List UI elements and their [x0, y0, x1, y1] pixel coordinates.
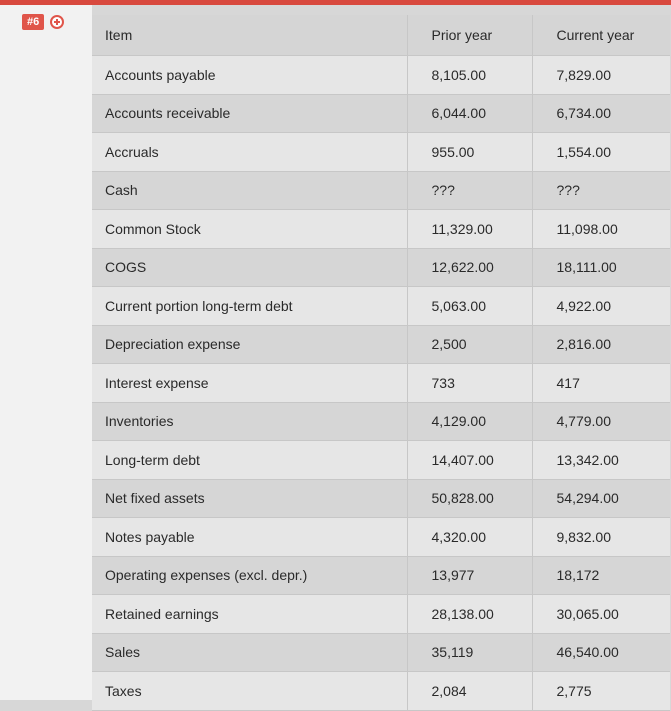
- table-row: [92, 210, 670, 249]
- cell-prior-year: 5,063.00: [407, 287, 532, 326]
- cell-current-year: 2,775: [532, 672, 670, 711]
- question-number-badge: #6: [22, 14, 44, 30]
- column-header-prior-year: Prior year: [407, 15, 532, 56]
- question-sidebar: [0, 5, 92, 700]
- cell-prior-year: 8,105.00: [407, 56, 532, 95]
- cell-current-year: 4,779.00: [532, 402, 670, 441]
- cell-item: Cash: [92, 171, 407, 210]
- cell-current-year: 4,922.00: [532, 287, 670, 326]
- table-header-row: [92, 15, 670, 56]
- cell-current-year: 13,342.00: [532, 441, 670, 480]
- cell-current-year: 6,734.00: [532, 94, 670, 133]
- cell-item: Retained earnings: [92, 595, 407, 634]
- table-row: [92, 325, 670, 364]
- table-row: [92, 133, 670, 172]
- table-row: [92, 672, 670, 711]
- cell-prior-year: 13,977: [407, 556, 532, 595]
- cell-prior-year: 12,622.00: [407, 248, 532, 287]
- table-row: [92, 287, 670, 326]
- cell-current-year: 2,816.00: [532, 325, 670, 364]
- cell-item: Notes payable: [92, 518, 407, 557]
- cell-prior-year: 2,500: [407, 325, 532, 364]
- cell-current-year: 1,554.00: [532, 133, 670, 172]
- table-row: [92, 556, 670, 595]
- cell-prior-year: 35,119: [407, 633, 532, 672]
- cell-prior-year: 50,828.00: [407, 479, 532, 518]
- cell-prior-year: 14,407.00: [407, 441, 532, 480]
- cell-prior-year: 733: [407, 364, 532, 403]
- cell-prior-year: 11,329.00: [407, 210, 532, 249]
- balance-data-table: [92, 15, 670, 711]
- cell-current-year: 30,065.00: [532, 595, 670, 634]
- cell-current-year: 417: [532, 364, 670, 403]
- table-row: [92, 479, 670, 518]
- table-row: [92, 402, 670, 441]
- question-header: [22, 13, 64, 31]
- cell-item: Operating expenses (excl. depr.): [92, 556, 407, 595]
- cell-item: Accounts payable: [92, 56, 407, 95]
- balance-data-table-wrapper: [92, 15, 670, 711]
- cell-item: COGS: [92, 248, 407, 287]
- cell-current-year: 11,098.00: [532, 210, 670, 249]
- table-row: [92, 56, 670, 95]
- cell-item: Current portion long-term debt: [92, 287, 407, 326]
- table-row: [92, 595, 670, 634]
- table-row: [92, 633, 670, 672]
- cell-prior-year: 4,129.00: [407, 402, 532, 441]
- table-row: [92, 171, 670, 210]
- cell-prior-year: 6,044.00: [407, 94, 532, 133]
- table-row: [92, 518, 670, 557]
- cell-current-year: 7,829.00: [532, 56, 670, 95]
- cell-current-year: 54,294.00: [532, 479, 670, 518]
- cell-item: Sales: [92, 633, 407, 672]
- cell-current-year: 18,111.00: [532, 248, 670, 287]
- cell-prior-year: 28,138.00: [407, 595, 532, 634]
- cell-item: Net fixed assets: [92, 479, 407, 518]
- table-row: [92, 441, 670, 480]
- column-header-item: Item: [92, 15, 407, 56]
- cell-item: Long-term debt: [92, 441, 407, 480]
- cell-item: Inventories: [92, 402, 407, 441]
- cell-item: Accounts receivable: [92, 94, 407, 133]
- cell-item: Interest expense: [92, 364, 407, 403]
- cell-current-year: 9,832.00: [532, 518, 670, 557]
- plus-circle-icon[interactable]: [50, 15, 64, 29]
- cell-item: Depreciation expense: [92, 325, 407, 364]
- cell-prior-year: 955.00: [407, 133, 532, 172]
- cell-current-year: 46,540.00: [532, 633, 670, 672]
- cell-prior-year: 4,320.00: [407, 518, 532, 557]
- cell-prior-year: 2,084: [407, 672, 532, 711]
- cell-current-year: ???: [532, 171, 670, 210]
- table-row: [92, 94, 670, 133]
- column-header-current-year: Current year: [532, 15, 670, 56]
- cell-item: Taxes: [92, 672, 407, 711]
- cell-current-year: 18,172: [532, 556, 670, 595]
- cell-item: Common Stock: [92, 210, 407, 249]
- top-accent-bar: [0, 0, 671, 5]
- table-body: [92, 56, 670, 711]
- table-row: [92, 364, 670, 403]
- cell-prior-year: ???: [407, 171, 532, 210]
- cell-item: Accruals: [92, 133, 407, 172]
- table-row: [92, 248, 670, 287]
